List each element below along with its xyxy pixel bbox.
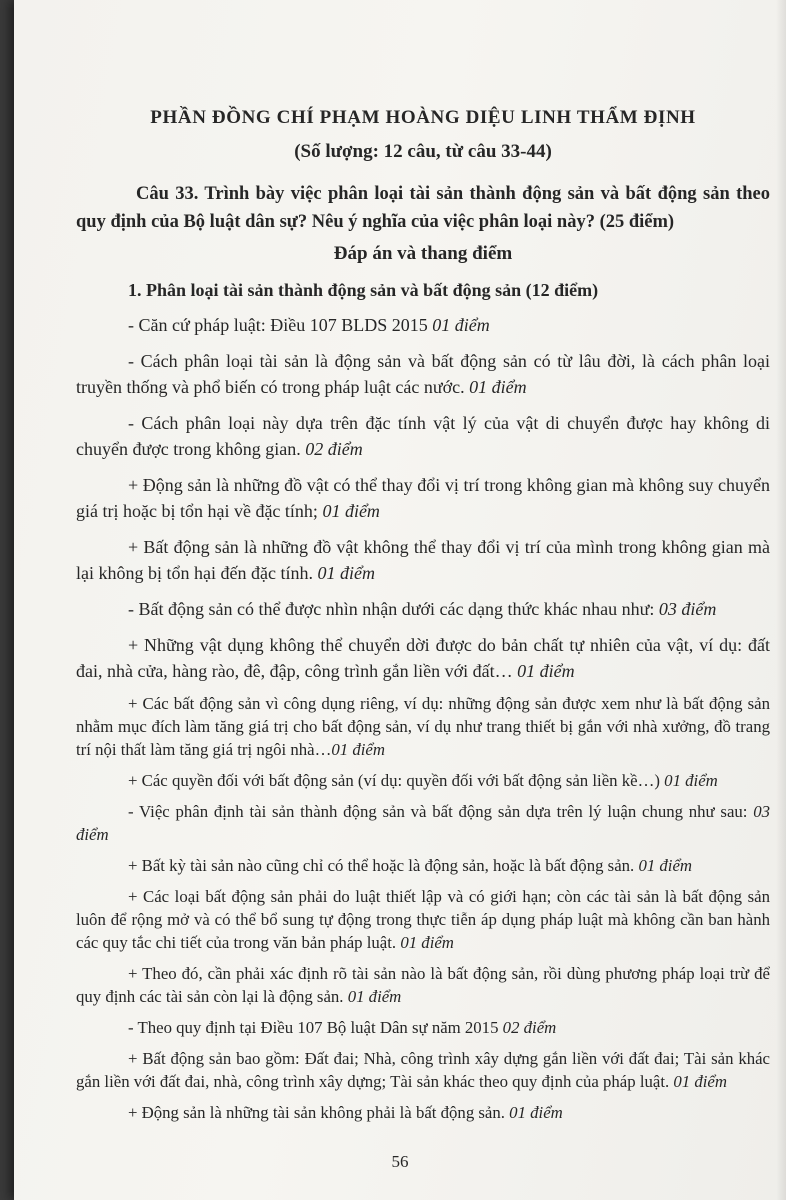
- answer-heading: Đáp án và thang điểm: [333, 243, 513, 264]
- page-subtitle: (Số lượng: 12 câu, từ câu 33-44): [294, 141, 552, 162]
- score-label: 01 điểm: [322, 501, 380, 521]
- page-title: PHẦN ĐỒNG CHÍ PHẠM HOÀNG DIỆU LINH THẨM ĐỊNH: [150, 107, 696, 128]
- score-label: 01 điểm: [347, 987, 402, 1006]
- score-label: 03 điểm: [658, 599, 717, 619]
- paragraph: + Theo đó, cần phải xác định rõ tài sản nào là bất động sản, rồi dùng phương pháp loại trừ để quy định các tài sản còn lại là động sản. 01 điểm: [76, 964, 770, 1006]
- paragraph: - Căn cứ pháp luật: Điều 107 BLDS 2015 01 điểm: [128, 315, 490, 335]
- score-label: 01 điểm: [638, 856, 693, 875]
- page-edge-shadow: [776, 0, 786, 1200]
- score-label: 01 điểm: [432, 315, 490, 335]
- paragraph: - Bất động sản có thể được nhìn nhận dưới các dạng thức khác nhau như: 03 điểm: [128, 599, 717, 619]
- score-label: 01 điểm: [317, 563, 375, 583]
- score-label: 02 điểm: [305, 439, 363, 459]
- paragraph: + Bất động sản bao gồm: Đất đai; Nhà, công trình xây dựng gắn liền với đất đai; Tài sản khác gắn liền với đất đai, nhà, công trình xây dựng; Tài sản khác theo quy định của pháp luật. 01 điểm: [76, 1049, 770, 1091]
- score-label: 01 điểm: [331, 740, 386, 759]
- paragraph: + Bất động sản là những đồ vật không thể thay đổi vị trí của mình trong không gian mà lại không bị tổn hại đến đặc tính. 01 điểm: [76, 537, 770, 583]
- score-label: 01 điểm: [469, 377, 527, 397]
- score-label: 01 điểm: [509, 1103, 563, 1122]
- document-page: [14, 0, 786, 1200]
- section-heading: 1. Phân loại tài sản thành động sản và bất động sản (12 điểm): [128, 280, 599, 300]
- score-label: 01 điểm: [517, 661, 575, 681]
- score-label: 01 điểm: [673, 1072, 728, 1091]
- paragraph: + Các loại bất động sản phải do luật thiết lập và có giới hạn; còn các tài sản là bất động sản luôn để rộng mở và có thể bổ sung tự động trong thực tiễn áp dụng pháp luật mà không cần ban hành các quy tắc chi tiết của trong văn bản pháp luật. 01 điểm: [76, 887, 770, 952]
- paragraph: + Những vật dụng không thể chuyển dời được do bản chất tự nhiên của vật, ví dụ: đất đai, nhà cửa, hàng rào, đê, đập, công trình gắn liền với đất… 01 điểm: [76, 635, 770, 681]
- score-label: 01 điểm: [400, 933, 454, 952]
- score-label: 01 điểm: [664, 771, 718, 790]
- score-label: 02 điểm: [502, 1018, 557, 1037]
- paragraph: + Các bất động sản vì công dụng riêng, ví dụ: những động sản được xem như là bất động sản nhằm mục đích làm tăng giá trị cho bất động sản, ví dụ như trang thiết bị gắn với nhà xưởng, đồ trang trí nội thất làm tăng giá trị ngôi nhà…01 điểm: [76, 694, 770, 759]
- question-text: Câu 33. Trình bày việc phân loại tài sản thành động sản và bất động sản theo quy định của Bộ luật dân sự? Nêu ý nghĩa của việc phân loại này? (25 điểm): [76, 184, 770, 232]
- paragraph: - Cách phân loại này dựa trên đặc tính vật lý của vật di chuyển được hay không di chuyển được trong không gian. 02 điểm: [76, 413, 770, 459]
- paragraph: - Cách phân loại tài sản là động sản và bất động sản có từ lâu đời, là cách phân loại truyền thống và phổ biến có trong pháp luật các nước. 01 điểm: [76, 351, 770, 397]
- page-number: 56: [391, 1152, 409, 1171]
- paragraph: + Động sản là những đồ vật có thể thay đổi vị trí trong không gian mà không suy chuyển giá trị hoặc bị tổn hại về đặc tính; 01 điểm: [76, 475, 770, 521]
- paragraph: + Các quyền đối với bất động sản (ví dụ: quyền đối với bất động sản liền kề…) 01 điểm: [128, 771, 718, 790]
- paragraph: + Động sản là những tài sản không phải là bất động sản. 01 điểm: [128, 1103, 563, 1122]
- paragraph: - Việc phân định tài sản thành động sản và bất động sản dựa trên lý luận chung như sau: 03 điểm: [76, 802, 770, 844]
- paragraph: + Bất kỳ tài sản nào cũng chỉ có thể hoặc là động sản, hoặc là bất động sản. 01 điểm: [128, 856, 693, 875]
- page-content: [76, 94, 770, 1124]
- score-label: 03 điểm: [76, 802, 770, 844]
- paragraph: - Theo quy định tại Điều 107 Bộ luật Dân sự năm 2015 02 điểm: [128, 1018, 557, 1037]
